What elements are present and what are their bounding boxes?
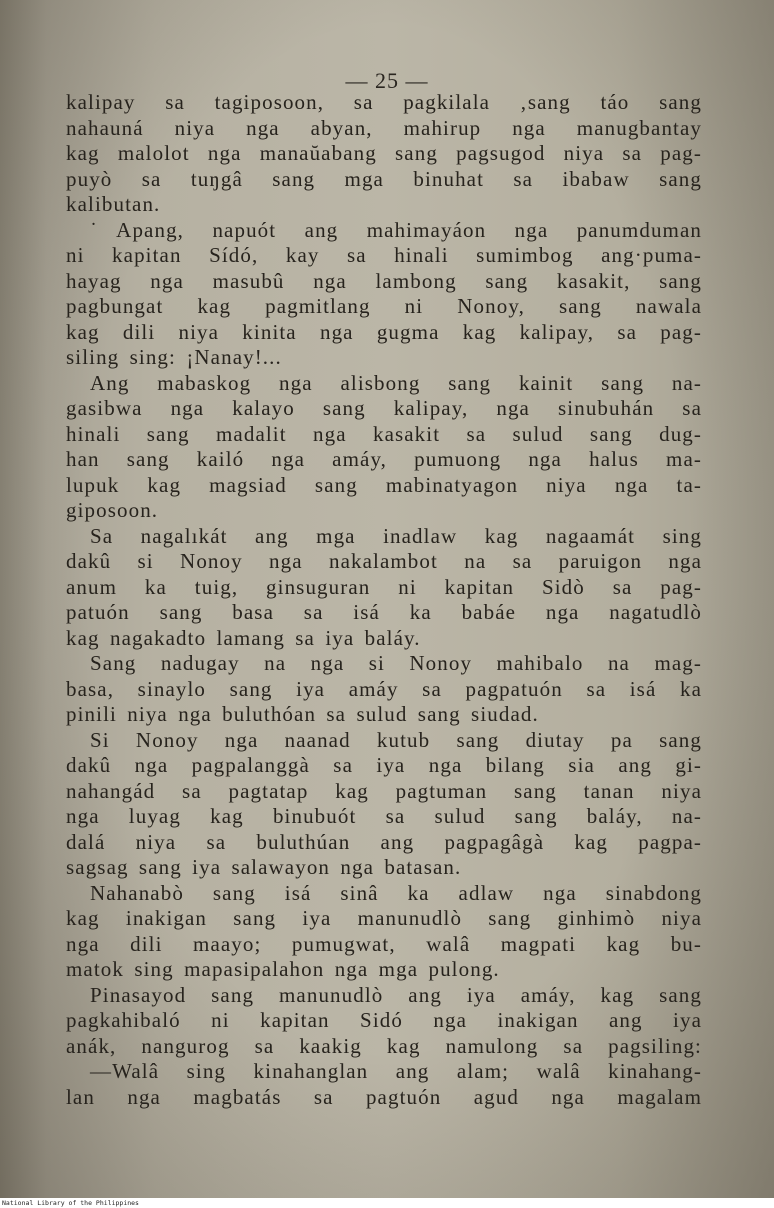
text-line: kalibutan. xyxy=(66,192,161,216)
text-line: anák, nangurog sa kaakig kag namulong sa pagsiling: xyxy=(66,1033,702,1058)
text-line: kag dili niya kinita nga gugma kag kalipay, sa pag- xyxy=(66,319,702,344)
text-line: nahangád sa pagtatap kag pagtuman sang tanan niya xyxy=(66,778,702,803)
text-line: kag malolot nga manaŭabang sang pagsugod niya sa pag- xyxy=(66,141,702,165)
text-line: siling sing: ¡Nanay!... xyxy=(66,345,282,369)
text-line: ˙Apang, napuót ang mahimayáon nga panumduman xyxy=(90,217,702,242)
text-line: giposoon. xyxy=(66,498,159,522)
text-line: Nahanabò sang isá sinâ ka adlaw nga sinabdong xyxy=(90,880,702,905)
text-line: dakû si Nonoy nga nakalambot na sa paruigon nga xyxy=(66,549,702,573)
text-line: dalá niya sa buluthúan ang pagpagâgà kag pagpa- xyxy=(66,829,702,854)
text-line: Pinasayod sang manunudlò ang iya amáy, kag sang xyxy=(90,982,702,1007)
text-line: patuón sang basa sa isá ka babáe nga nagatudlò xyxy=(66,600,702,624)
text-line: basa, sinaylo sang iya amáy sa pagpatuón sa isá ka xyxy=(66,676,702,701)
text-line: pinili niya nga buluthóan sa sulud sang siudad. xyxy=(66,702,539,726)
text-line: nga luyag kag binubuót sa sulud sang baláy, na- xyxy=(66,804,702,828)
text-line: kalipay sa tagiposoon, sa pagkilala ‚sang táo sang xyxy=(66,90,702,114)
text-line: Sa nagalıkát ang mga inadlaw kag nagaamát sing xyxy=(90,523,702,548)
text-line: dakû nga pagpalanggà sa iya nga bilang sia ang gi- xyxy=(66,753,702,777)
text-line: pagkahibaló ni kapitan Sidó nga inakigan ang iya xyxy=(66,1008,702,1032)
text-line: matok sing mapasipalahon nga mga pulong. xyxy=(66,957,500,981)
text-line: Sang nadugay na nga si Nonoy mahibalo na mag- xyxy=(90,651,702,675)
text-line: lupuk kag magsiad sang mabinatyagon niya nga ta- xyxy=(66,472,702,497)
text-line: hayag nga masubû nga lambong sang kasakit, sang xyxy=(66,268,702,293)
text-line: lan nga magbatás sa pagtuón agud nga magalam xyxy=(66,1084,702,1109)
text-line: kag inakigan sang iya manunudlò sang ginhimò niya xyxy=(66,906,702,930)
text-line: hinali sang madalit nga kasakit sa sulud sang dug- xyxy=(66,421,702,446)
page-number: — 25 — xyxy=(345,68,429,93)
library-credit: National Library of the Philippines xyxy=(2,1199,139,1207)
text-line: Ang mabaskog nga alisbong sang kainit sang na- xyxy=(90,370,702,395)
text-line: han sang kailó nga amáy, pumuong nga halus ma- xyxy=(66,447,702,471)
text-line: pagbungat kag pagmitlang ni Nonoy, sang nawala xyxy=(66,294,702,318)
text-line: nga dili maayo; pumugwat, walâ magpati kag bu- xyxy=(66,931,702,956)
text-line: Si Nonoy nga naanad kutub sang diutay pa sang xyxy=(90,727,702,752)
text-line: ni kapitan Sídó, kay sa hinali sumimbog ang·puma- xyxy=(66,243,702,267)
text-line: gasibwa nga kalayo sang kalipay, nga sinubuhán sa xyxy=(66,396,702,420)
text-line: anum ka tuig, ginsuguran ni kapitan Sidò sa pag- xyxy=(66,574,702,599)
text-line: kag nagakadto lamang sa iya baláy. xyxy=(66,625,421,650)
text-line: nahauná niya nga abyan, mahirup nga manugbantay xyxy=(66,115,702,140)
text-line: —Walâ sing kinahanglan ang alam; walâ kinahang- xyxy=(90,1059,702,1083)
text-line: sagsag sang iya salawayon nga batasan. xyxy=(66,855,462,879)
body-text xyxy=(66,90,702,1110)
text-line: puyò sa tuŋgâ sang mga binuhat sa ibabaw sang xyxy=(66,166,702,191)
